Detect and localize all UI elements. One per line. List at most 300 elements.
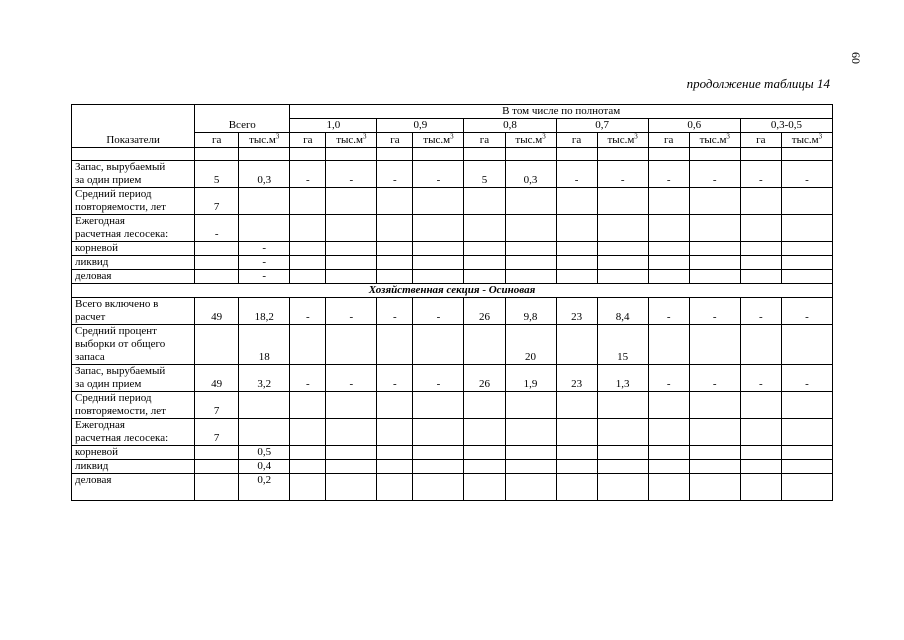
- row-label-line: корневой: [75, 446, 119, 458]
- table-cell: -: [239, 256, 290, 270]
- row-label: [72, 446, 195, 460]
- unit-volume-text: тыс.м: [515, 134, 543, 146]
- table-cell: [464, 215, 505, 242]
- table-cell: -: [326, 298, 377, 325]
- table-cell: [239, 419, 290, 446]
- table-cell: [556, 446, 597, 460]
- spacer-cell: [413, 148, 464, 161]
- table-cell: [377, 256, 413, 270]
- row-label: [72, 242, 195, 256]
- table-cell: [648, 256, 689, 270]
- table-cell: [781, 325, 832, 365]
- table-cell: -: [290, 298, 326, 325]
- row-label-line: Средний процент: [75, 325, 157, 337]
- row-label-line: повторяемости, лет: [75, 405, 166, 417]
- table-cell: [290, 460, 326, 474]
- unit-volume-text: тыс.м: [699, 134, 727, 146]
- section-row: [72, 284, 833, 298]
- table-cell: [464, 446, 505, 460]
- table-cell: -: [239, 270, 290, 284]
- table-cell: [689, 474, 740, 501]
- row-label-line: за один прием: [75, 174, 142, 186]
- table-cell: 15: [597, 325, 648, 365]
- table-cell: [326, 242, 377, 256]
- spacer-cell: [648, 148, 689, 161]
- row-label: [72, 270, 195, 284]
- table-cell: [290, 188, 326, 215]
- table-cell: -: [239, 242, 290, 256]
- table-row: [72, 325, 833, 365]
- table-cell: [689, 419, 740, 446]
- row-label-line: Средний период: [75, 188, 152, 200]
- spacer-cell: [597, 148, 648, 161]
- header-unit-ha: га: [464, 133, 505, 148]
- table-cell: [326, 392, 377, 419]
- table-row: [72, 298, 833, 325]
- table-cell: [413, 188, 464, 215]
- table-cell: [290, 256, 326, 270]
- table-cell: [740, 256, 781, 270]
- table-cell: -: [556, 161, 597, 188]
- table-cell: 3,2: [239, 365, 290, 392]
- table-cell: [781, 256, 832, 270]
- row-label: [72, 392, 195, 419]
- table-cell: [290, 215, 326, 242]
- table-cell: -: [740, 161, 781, 188]
- unit-volume-exponent: 3: [818, 132, 823, 141]
- table-cell: [464, 242, 505, 256]
- table-cell: [413, 256, 464, 270]
- table-cell: [195, 460, 239, 474]
- spacer-cell: [72, 148, 195, 161]
- table-cell: -: [781, 298, 832, 325]
- table-cell: [648, 460, 689, 474]
- table-cell: 5: [195, 161, 239, 188]
- table-cell: [597, 242, 648, 256]
- table-cell: [377, 188, 413, 215]
- table-cell: [740, 392, 781, 419]
- table-cell: [377, 419, 413, 446]
- table-cell: [648, 325, 689, 365]
- table-cell: [290, 446, 326, 460]
- table-cell: [648, 188, 689, 215]
- table-cell: -: [689, 298, 740, 325]
- row-label: [72, 325, 195, 365]
- table-cell: [740, 270, 781, 284]
- row-label: [72, 474, 195, 501]
- table-cell: [689, 460, 740, 474]
- table-cell: -: [413, 365, 464, 392]
- header-unit-ha: га: [290, 133, 326, 148]
- table-cell: [377, 325, 413, 365]
- table-cell: [195, 256, 239, 270]
- table-cell: [556, 325, 597, 365]
- table-cell: [689, 325, 740, 365]
- unit-volume-text: тыс.м: [791, 134, 819, 146]
- table-cell: -: [689, 161, 740, 188]
- table-cell: [464, 392, 505, 419]
- table-cell: 20: [505, 325, 556, 365]
- table-cell: [377, 270, 413, 284]
- forest-table: [71, 104, 833, 501]
- table-cell: 0,2: [239, 474, 290, 501]
- table-cell: [556, 188, 597, 215]
- unit-volume-exponent: 3: [542, 132, 546, 141]
- header-total: Всего: [195, 105, 290, 133]
- header-unit-ha: га: [195, 133, 239, 148]
- page-number: 60: [849, 52, 863, 64]
- table-cell: [648, 215, 689, 242]
- table-cell: [597, 419, 648, 446]
- table-cell: -: [195, 215, 239, 242]
- unit-volume-exponent: 3: [726, 132, 730, 141]
- table-cell: [464, 270, 505, 284]
- header-density: 1,0: [290, 119, 377, 133]
- table-cell: [597, 188, 648, 215]
- row-label-line: за один прием: [75, 378, 142, 390]
- header-unit-ha: га: [556, 133, 597, 148]
- table-cell: [740, 188, 781, 215]
- table-cell: [597, 256, 648, 270]
- row-label-line: Средний период: [75, 392, 152, 404]
- table-cell: [781, 188, 832, 215]
- row-label-line: Ежегодная: [75, 419, 125, 431]
- table-cell: [781, 474, 832, 501]
- table-cell: 9,8: [505, 298, 556, 325]
- row-label-line: деловая: [75, 270, 112, 282]
- table-cell: -: [648, 365, 689, 392]
- table-cell: 18: [239, 325, 290, 365]
- header-unit-volume: [689, 133, 740, 148]
- table-cell: [377, 460, 413, 474]
- table-cell: [505, 242, 556, 256]
- table-cell: [505, 270, 556, 284]
- table-cell: [597, 446, 648, 460]
- table-cell: [326, 215, 377, 242]
- table-cell: [290, 242, 326, 256]
- table-cell: -: [377, 298, 413, 325]
- table-row: [72, 215, 833, 242]
- table-cell: [648, 242, 689, 256]
- table-cell: [413, 446, 464, 460]
- row-label-line: запаса: [75, 351, 105, 363]
- table-cell: [781, 419, 832, 446]
- spacer-row: [72, 148, 833, 161]
- table-cell: [689, 392, 740, 419]
- unit-volume-exponent: 3: [275, 132, 280, 141]
- unit-volume-exponent: 3: [634, 132, 638, 141]
- table-cell: [239, 188, 290, 215]
- table-cell: [556, 270, 597, 284]
- table-cell: -: [326, 365, 377, 392]
- table-cell: [195, 325, 239, 365]
- header-unit-volume: [597, 133, 648, 148]
- table-cell: [326, 256, 377, 270]
- table-cell: [290, 270, 326, 284]
- table-cell: 0,3: [239, 161, 290, 188]
- table-cell: [740, 242, 781, 256]
- table-cell: -: [740, 298, 781, 325]
- table-cell: 0,3: [505, 161, 556, 188]
- table-row: [72, 161, 833, 188]
- row-label-line: Ежегодная: [75, 215, 125, 227]
- spacer-cell: [740, 148, 781, 161]
- table-cell: [740, 460, 781, 474]
- table-cell: [781, 270, 832, 284]
- table-cell: [556, 460, 597, 474]
- spacer-cell: [464, 148, 505, 161]
- row-label-line: Всего включено в: [75, 298, 159, 310]
- header-unit-volume: [413, 133, 464, 148]
- table-cell: [781, 215, 832, 242]
- table-cell: -: [781, 161, 832, 188]
- table-cell: [464, 325, 505, 365]
- table-row: [72, 392, 833, 419]
- row-label-line: ликвид: [75, 256, 109, 268]
- table-cell: [377, 392, 413, 419]
- row-label: [72, 460, 195, 474]
- table-cell: [740, 325, 781, 365]
- header-density: 0,9: [377, 119, 464, 133]
- table-cell: [781, 392, 832, 419]
- table-cell: [326, 270, 377, 284]
- table-row: [72, 188, 833, 215]
- table-cell: 5: [464, 161, 505, 188]
- table-cell: 18,2: [239, 298, 290, 325]
- spacer-cell: [377, 148, 413, 161]
- table-cell: [377, 215, 413, 242]
- unit-volume-exponent: 3: [450, 132, 454, 141]
- table-cell: [505, 256, 556, 270]
- spacer-cell: [689, 148, 740, 161]
- table-cell: [326, 419, 377, 446]
- header-unit-ha: га: [740, 133, 781, 148]
- spacer-cell: [781, 148, 832, 161]
- header-unit-ha: га: [377, 133, 413, 148]
- table-cell: -: [290, 365, 326, 392]
- row-label-line: Запас, вырубаемый: [75, 365, 166, 377]
- table-cell: [689, 270, 740, 284]
- row-label: [72, 215, 195, 242]
- header-unit-ha: га: [648, 133, 689, 148]
- table-cell: [326, 325, 377, 365]
- row-label-line: расчетная лесосека:: [75, 432, 169, 444]
- table-cell: [597, 270, 648, 284]
- table-cell: -: [326, 161, 377, 188]
- unit-volume-text: тыс.м: [249, 134, 276, 146]
- table-row: [72, 419, 833, 446]
- unit-volume-text: тыс.м: [423, 134, 451, 146]
- table-cell: [689, 188, 740, 215]
- unit-volume-exponent: 3: [362, 132, 367, 141]
- table-cell: [413, 392, 464, 419]
- table-cell: [740, 419, 781, 446]
- table-row: [72, 460, 833, 474]
- table-cell: [413, 242, 464, 256]
- header-unit-volume: [505, 133, 556, 148]
- table-cell: [326, 460, 377, 474]
- table-cell: [290, 392, 326, 419]
- row-label-line: ликвид: [75, 460, 109, 472]
- row-label-line: Запас, вырубаемый: [75, 161, 166, 173]
- row-label: [72, 365, 195, 392]
- table-cell: [648, 474, 689, 501]
- table-cell: [413, 474, 464, 501]
- table-cell: -: [740, 365, 781, 392]
- header-indicators: Показатели: [72, 105, 195, 148]
- table-cell: [781, 460, 832, 474]
- table-cell: [648, 270, 689, 284]
- spacer-cell: [195, 148, 239, 161]
- table-cell: [556, 392, 597, 419]
- table-cell: [505, 392, 556, 419]
- table-cell: [195, 270, 239, 284]
- table-cell: [556, 215, 597, 242]
- table-cell: [413, 325, 464, 365]
- table-cell: [413, 215, 464, 242]
- unit-volume-text: тыс.м: [607, 134, 635, 146]
- table-cell: [781, 242, 832, 256]
- table-cell: [290, 474, 326, 501]
- spacer-cell: [326, 148, 377, 161]
- unit-volume-text: тыс.м: [336, 134, 363, 146]
- row-label-line: корневой: [75, 242, 119, 254]
- row-label: [72, 256, 195, 270]
- table-cell: [740, 446, 781, 460]
- table-cell: 49: [195, 298, 239, 325]
- header-density: 0,7: [556, 119, 648, 133]
- header-unit-volume: [326, 133, 377, 148]
- table-cell: 0,5: [239, 446, 290, 460]
- table-cell: [413, 460, 464, 474]
- table-cell: [413, 419, 464, 446]
- header-unit-volume: [239, 133, 290, 148]
- table-cell: [195, 446, 239, 460]
- table-cell: -: [689, 365, 740, 392]
- table-cell: 26: [464, 365, 505, 392]
- table-cell: [556, 419, 597, 446]
- table-row: [72, 474, 833, 501]
- table-cell: -: [413, 298, 464, 325]
- table-cell: [689, 215, 740, 242]
- table-cell: -: [781, 365, 832, 392]
- table-cell: [740, 474, 781, 501]
- table-cell: -: [377, 161, 413, 188]
- table-cell: [464, 474, 505, 501]
- table-cell: 23: [556, 298, 597, 325]
- row-label-line: деловая: [75, 474, 112, 486]
- table-cell: -: [377, 365, 413, 392]
- table-cell: [413, 270, 464, 284]
- table-cell: [377, 242, 413, 256]
- table-cell: 0,4: [239, 460, 290, 474]
- table-cell: -: [413, 161, 464, 188]
- table-cell: 23: [556, 365, 597, 392]
- section-title: Хозяйственная секция - Осиновая: [72, 284, 833, 298]
- row-label-line: расчетная лесосека:: [75, 228, 169, 240]
- table-cell: [781, 446, 832, 460]
- table-cell: [377, 474, 413, 501]
- table-cell: [597, 460, 648, 474]
- table-cell: [597, 474, 648, 501]
- row-label-line: выборки от общего: [75, 338, 166, 350]
- table-cell: 49: [195, 365, 239, 392]
- spacer-cell: [239, 148, 290, 161]
- table-cell: -: [648, 298, 689, 325]
- spacer-cell: [556, 148, 597, 161]
- table-cell: [597, 392, 648, 419]
- table-cell: -: [648, 161, 689, 188]
- row-label: [72, 298, 195, 325]
- table-cell: [290, 325, 326, 365]
- table-cell: 1,9: [505, 365, 556, 392]
- table-cell: [239, 215, 290, 242]
- header-density: 0,8: [464, 119, 556, 133]
- table-cell: [689, 446, 740, 460]
- table-cell: -: [290, 161, 326, 188]
- table-cell: [556, 242, 597, 256]
- table-cell: [290, 419, 326, 446]
- table-cell: [740, 215, 781, 242]
- row-label-line: расчет: [75, 311, 106, 323]
- table-row: [72, 446, 833, 460]
- table-cell: [195, 242, 239, 256]
- table-cell: [326, 446, 377, 460]
- table-row: [72, 242, 833, 256]
- table-cell: [689, 256, 740, 270]
- header-unit-volume: [781, 133, 832, 148]
- table-cell: 8,4: [597, 298, 648, 325]
- table-cell: [195, 474, 239, 501]
- spacer-cell: [290, 148, 326, 161]
- table-cell: [239, 392, 290, 419]
- table-cell: [505, 215, 556, 242]
- table-cell: [648, 446, 689, 460]
- table-row: [72, 256, 833, 270]
- table-cell: [556, 474, 597, 501]
- table-row: [72, 270, 833, 284]
- table-cell: 1,3: [597, 365, 648, 392]
- table-cell: 26: [464, 298, 505, 325]
- table-cell: 7: [195, 419, 239, 446]
- table-row: [72, 365, 833, 392]
- table-cell: [689, 242, 740, 256]
- header-density: 0,3-0,5: [740, 119, 832, 133]
- table-cell: [464, 419, 505, 446]
- table-cell: [648, 419, 689, 446]
- row-label: [72, 188, 195, 215]
- table-cell: [326, 188, 377, 215]
- table-cell: [505, 188, 556, 215]
- table-cell: [464, 256, 505, 270]
- table-cell: [505, 460, 556, 474]
- row-label: [72, 419, 195, 446]
- header-row-1: [72, 105, 833, 119]
- table-cell: [505, 419, 556, 446]
- row-label: [72, 161, 195, 188]
- table-cell: [505, 474, 556, 501]
- table-cell: [464, 460, 505, 474]
- table-cell: [556, 256, 597, 270]
- table-cell: 7: [195, 188, 239, 215]
- header-by-density: В том числе по полнотам: [290, 105, 833, 119]
- table-cell: [464, 188, 505, 215]
- row-label-line: повторяемости, лет: [75, 201, 166, 213]
- table-cell: [326, 474, 377, 501]
- table-cell: [505, 446, 556, 460]
- table-cell: -: [597, 161, 648, 188]
- table-cell: [377, 446, 413, 460]
